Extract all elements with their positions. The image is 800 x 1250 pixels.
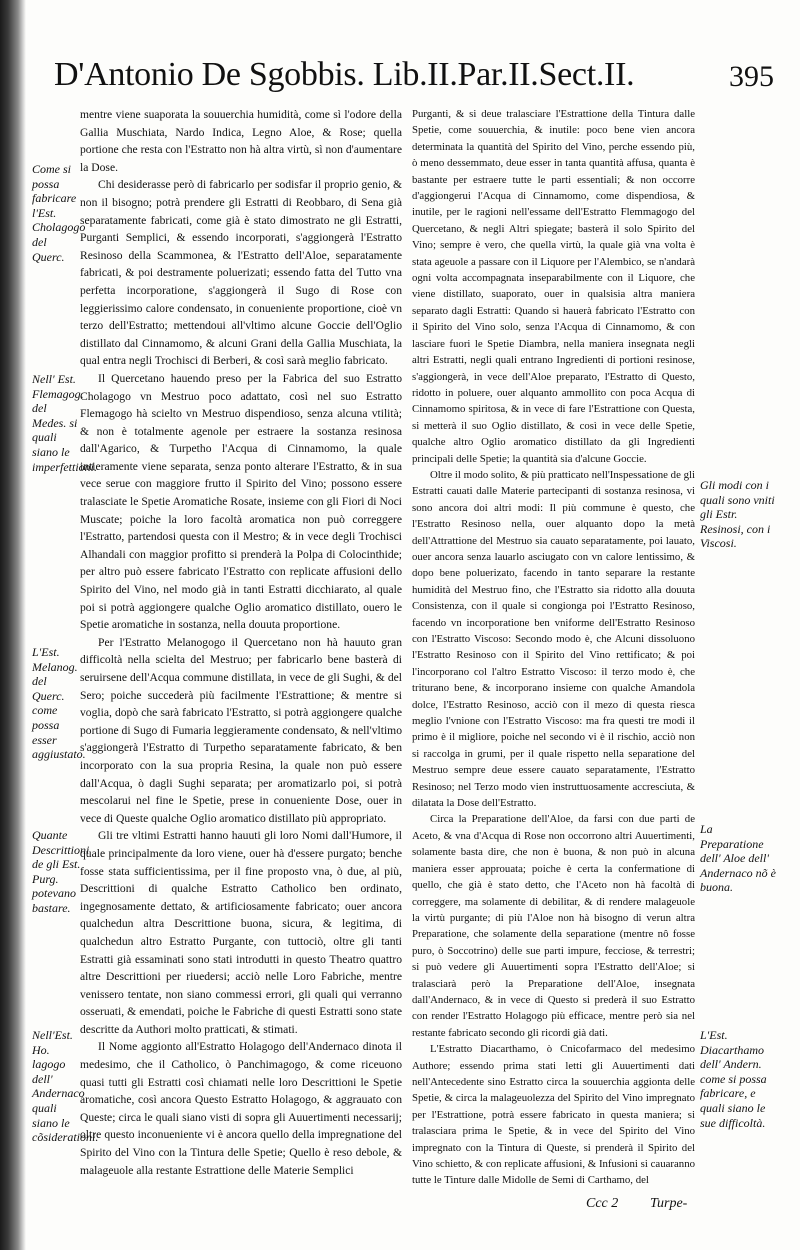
margin-note: L'Est. Melanog. del Querc. come possa esser aggiustato. [32, 645, 86, 762]
paragraph: L'Estratto Diacarthamo, ò Cnicofarmaco del medesimo Authore; essendo prima stati letti gli Auuertimenti dati nell'Antecedente sino Estratto circa la souuerchia aggionta delle Spetie, & circa la malageuolezza del Spirito del Vino impregnato per l'Estrattione, potrà essere fabricato in questa maniera; si tralasciara prima le Spetie, & in vece del Spirito del Vino impregnato con la Tintura di Queste, si prenderà il Spirito del Vino schietto, & con replicate affusioni, & Infusioni si cauaranno tutte le Tinture dalle Midolle de Semi di Carthamo, del [412, 1043, 695, 1187]
signature-mark: Ccc 2 [586, 1196, 619, 1211]
paragraph: Oltre il modo solito, & più pratticato nell'Inspessatione de gli Estratti cauati dalle Materie partecipanti di sostanza resinosa, vi sono ancora doi altri modi: Il più commune è questo, che l'Estratto Resinoso nella, ouer alquanto dopo la metà dell'Attrattione del Mestruo sia cauato separatamente, poi lauato, ouer ancora senza lauarlo asciugato con vn calore lentissimo, & dopo bene poluerizato, facendo in tanto separare la restante humidità del Mestruo fino, che l'Estratto sia ridotto alla douuta Consistenza, con il quale si congionga poi l'Estratto Resinoso, facendo vn incorporatione ben vniforme dell'Estratto Resinoso con l'Estratto Viscoso: Secondo modo è, che Alcuni dissoluono l'Estratto Resinoso con il Spirito del Vino rettificato; & poi l'incorporano col l'altro Estratto Viscoso: il terzo modo è, che triturano bene, & incorporano insieme con qualche Amandola dolce, l'Estratto Resinoso, acciò con il mezo di questa riesca meglio l'vnione con l'Estratto Viscoso: ma fra questi tre modi il primo è il migliore, poiche nel secondo vi è il rischio, acciò non si raccolga in grumi, per il quale rispetto nella separatione del Mestruo sempre deue essere cauato separatamente, l'Estratto Resinoso; nel Terzo modo vien instruttuosamente accresciuta, & dilatata la Dose dell'Estratto. [412, 468, 695, 810]
right-column [412, 106, 695, 1189]
paragraph: Gli tre vltimi Estratti hanno hauuti gli loro Nomi dall'Humore, il quale principalmente da loro viene, ouer hà d'essere purgato; benche fosse stata sufficientissima, per il fine proposto vna, ò due, al più, Descrittioni di qualche Estratto Catholico ben ordinato, ingegnosamente dettato, & artificiosamente fabricato; ouer ancora qualchedun altra Descrittione buona, sicura, & legitima, di qualchedun altro Estratto Purgante, con tuttociò, oltre gli tanti Estratti già essaminati sono stati introdutti in questo Theatro quattro altre Descrittioni per riuedersi; acciò nelle Loro Fabriche, mentre venissero tentate, non siano commessi errori, gli quali qui verranno osseruati, & emendati, poiche le Fabriche di questi Estratti sono state descritte da Authori molto pratticati, & stimati. [80, 829, 402, 1036]
paragraph: Per l'Estratto Melanogogo il Quercetano non hà hauuto gran difficoltà nella scielta del Mestruo; per fabricarlo bene basterà di seruirsene dell'Acqua commune distillata, in vece de gli Sughi, & del Sero; poiche succederà più facilmente l'Estrattione; & mentre si voglia, dopò che sarà fabricato l'Estratto, si potrà aggiongere qualche portione di Sugo di Fumaria leggieramente condensato, & nell'vltimo s'aggiongerà l'Estratto di Turpetho separatamente fabricato, & ben incorporato con la sua propria Resina, la quale non può essere dall'Acqua, ò dagli Sughi separata; per aromatizarlo poi, si potrà mescolarui nel fine le Spetie, prese in conueniente Dose, ouer in vece di Queste qualche Oglio aromatico distillato più appropriato. [80, 635, 402, 825]
page-header [54, 56, 774, 102]
paragraph: Il Quercetano hauendo preso per la Fabrica del suo Estratto Cholagogo vn Mestruo poco adattato, così nel suo Estratto Flemagogo hà scielto vn Mestruo dispendioso, senza alcuna vtilità; & non è totalmente agenole per estraere la sostanza resinosa dall'Agarico, & Turpetho l'Acqua di Cinnamomo, la quale intieramente viene separata, senza ponto alterare l'Estratto, & in sua vece serue con maggiore frutto il Spirito del Vino; possono essere tralasciate le Spetie Aromatiche Rosate, insieme con gli Fiori di Noci Muscate; poiche la loro facoltà aromatica non può correggere l'Estratto, partendosi questa con il Mestro; & in vece degli Trochisci Alhandali con maggior profitto si prenderà la Polpa di Colocinthide; per altro può essere fabricato l'Estratto con replicate affusioni dello Spirito del Vino, nel modo già in tanti Estratti dicchiarato, al quale poi si potrà aggiongere qualche Oglio aromatico distillato, ouero le Spetie aromatiche in sostanza, nella douuta proportione. [80, 371, 402, 632]
paragraph: Il Nome aggionto all'Estratto Holagogo dell'Andernaco dinota il medesimo, che il Catholico, ò Panchimagogo, & come riceuono quasi tutti gli Estratti così chiamati nelle loro Descrittioni le Spetie aromatiche, così ancora Questo Estratto Holagogo, & aggrauato con Queste; circa le quali siano visti di sopra gli Auuertimenti necessarij; oltre questo inconueniente vi è ancora quello della impregnatione del Spirito del Vino con la Tintura delle Spetie; Quello è reso debole, & malageuole alla restante Estrattione delle Materie Semplici [80, 1040, 402, 1177]
margin-note: Nell' Est. Flemagog. del Medes. si quali siano le imperfettioni. [32, 372, 97, 474]
margin-note: Come si possa fabricare l'Est. Cholagogo del Querc. [32, 162, 86, 264]
paragraph: Circa la Preparatione dell'Aloe, da farsi con due parti de Aceto, & vna d'Acqua di Rose non occorrono altri Auuertimenti, solamente basta dire, che non è buona, & non può in alcuna maniera esser approuata; poiche è certa la confermatione di quello, che già è stato detto, che l'Aceto non hà facoltà di correggere, ma solamente di debilitar, & di rendere malageuole la virtù purgante; di più l'Aloe non hà bisogno di verun altra Preparatione, che solamente della separatione (mentre nô fosse puro, ò Soccotrino) delle sue parti impure, fecciose, & terrestri; si può vedere gli Auuertimenti sopra l'Estratto dell'Aloe; si tralasciarà però la Preparatione dell'Aloe, insegnata dall'Andernaco, & in vece di Questo si prederà il suo Estratto con render l'Estratto Holagogo più efficace, mentre però sia nel restante fabricato secondo gli ricordi già dati. [412, 813, 695, 1039]
paragraph: Purganti, & si deue tralasciare l'Estrattione della Tintura dalle Spetie, come souuerchia, & inutile: poco bene vien ancora determinata la quantità del Spirito del Vino, perche essendo più, ò meno dessemmato, deue esser in tanta quantità affusa, quanta è bastante per estraere tutte le parti essentiali; & non occorre d'aggiongerui l'Acqua di Cinnamomo, come dispendiosa, & inutile, per le ragioni nell'essame dell'Estratto Flemmagogo del Quercetano, & negli Altri spiegate; basterà il solo Spirito del Vino; sempre è vero, che quella virtù, la quale già vna volta è stata ageuole a passare con il Liquore per l'Alembico, se n'andarà ogni volta accompagnata inseparabilmente con il Liquore, che viene distillato, suaporato, ouer in qualsisia altra maniera separato dagli Estratti: Quando sì hauerà fabricato l'Estratto con il Spirito del Vino solo, senza l'Acqua di Cinnamomo, & con lasciare fuori le Spetie Diambra, nella maniera insegnata negli altri Estratti, negli quali entrano Ingredienti di portioni resinose, s'aggiongerà, in vece dell'Aloe preparato, l'Estratto di Questo, ridotto in poluere, ouer alquanto ammollito con poca Acqua di Cinnamomo spiritosa, & in vece di fare l'Estrattione con Questa, si metterà il suo Oglio distillato, & così in vece delle Spetie, qualche altro Oglio aromatico distillato da gli Ingredienti principali delle Spetie; la quantità sia d'alcune Goccie. [412, 108, 695, 465]
margin-note: Nell'Est. Ho. lagogo dell' Andernaco quali siano le cõsiderationi. [32, 1028, 99, 1145]
margin-note: La Preparatione dell' Aloe dell' Andernaco nõ è buona. [700, 822, 776, 895]
page-gutter [0, 0, 26, 1250]
left-column [80, 106, 402, 1179]
running-title: D'Antonio De Sgobbis. Lib.II.Par.II.Sect.II. [54, 56, 635, 93]
paragraph: Chi desiderasse però di fabricarlo per sodisfar il proprio genio, & non il bisogno; potrà prendere gli Estratti di Reobbaro, di Sena già separatamente fabricati, come già è stato dimostrato ne gli Estratti, Purganti Semplici, & essendo incorporati, s'aggiongerà l'Estratto Resinoso della Scammonea, & l'Estratto dell'Aloe, separatamente fabricati, & poi destramente poluerizati; essendo fatta del Tutto vna perfetta incorporatione, s'aggiongerà il Sugo di Rose con leggierissimo calore condensato, in conueniente proportione, cioè vn terzo dell'Estratto; mettendoui all'vltimo alcune Goccie dell'Oglio distillato dal Cinnamomo, & alcuni Grani della Gallia Muschiata, la qual entra negli Trochisci di Berberi, & così sarà meglio fabricato. [80, 178, 402, 368]
margin-note: L'Est. Diacarthamo dell' Andern. come si possa fabricare, e quali siano le sue difficoltà. [700, 1028, 767, 1130]
margin-note: Quante Descrittioni de gli Est. Purg. potevano bastare. [32, 828, 90, 915]
catchword: Turpe- [650, 1196, 688, 1211]
margin-note: Gli modi con i quali sono vniti gli Estr. Resinosi, con i Viscosi. [700, 478, 775, 551]
paragraph: mentre viene suaporata la souuerchia humidità, come sì l'odore della Gallia Muschiata, Nardo Indica, Legno Aloe, & Rose; quella portione che resta con l'Estratto non hà altra virtù, sì non d'aumentare la Dose. [80, 108, 402, 174]
page-number: 395 [729, 60, 774, 93]
